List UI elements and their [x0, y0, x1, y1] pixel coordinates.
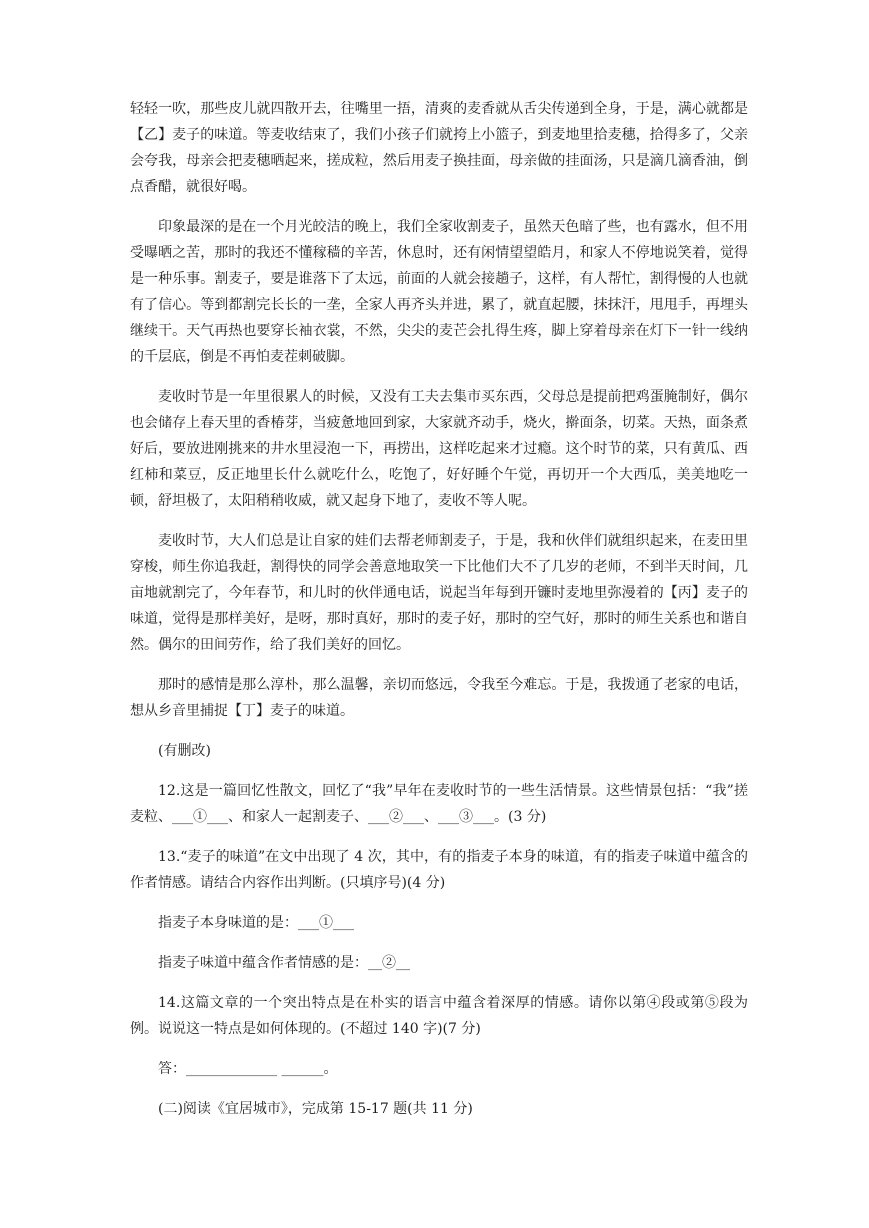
question-13-part-2: 指麦子味道中蕴含作者情感的是：__②__: [158, 955, 410, 971]
section-2-heading: (二)阅读《宜居城市》，完成第 15-17 题(共 11 分): [158, 1101, 473, 1117]
paragraph-2: 印象最深的是在一个月光皎洁的晚上，我们全家收割麦子，虽然天色暗了些，也有露水，但不用受曝晒之苦，那时的我还不懂稼穑的辛苦，休息时，还有闲情望望皓月，和家人不停地说笑着，觉得是一种乐事。割麦子，要是谁落下了太远，前面的人就会接趟子，这样，有人帮忙，割得慢的人也就有了信心。等到都割完长长的一垄，全家人再齐头并进，累了，就直起腰，抹抹汗，甩甩手，再埋头继续干。天气再热也要穿长袖衣裳，不然，尖尖的麦芒会扎得生疼，脚上穿着母亲在灯下一针一线纳的千层底，倒是不再怕麦茬刺破脚。: [130, 219, 748, 365]
answer-line: 答：_____________ ______。: [158, 1061, 338, 1077]
paragraph-1: 轻轻一吹，那些皮儿就四散开去，往嘴里一捂，清爽的麦香就从舌尖传递到全身，于是，满心就都是【乙】麦子的味道。等麦收结束了，我们小孩子们就挎上小篮子，到麦地里拾麦穗，拾得多了，父亲会夸我，母亲会把麦穗晒起来，搓成粒，然后用麦子换挂面，母亲做的挂面汤，只是滴几滴香油，倒点香醋，就很好喝。: [130, 101, 748, 195]
question-14: 14.这篇文章的一个突出特点是在朴实的语言中蕴含着深厚的情感。请你以第④段或第⑤段为例。说说这一特点是如何体现的。(不超过 140 字)(7 分): [130, 995, 748, 1037]
paragraph-5: 那时的感情是那么淳朴，那么温馨，亲切而悠远，令我至今难忘。于是，我拨通了老家的电话，想从乡音里捕捉【丁】麦子的味道。: [130, 677, 748, 719]
question-12: 12.这是一篇回忆性散文，回忆了“我”早年在麦收时节的一些生活情景。这些情景包括：“我”搓麦粒、___①___、和家人一起割麦子、___②___、___③___。(3 分): [130, 783, 748, 825]
document-body: [130, 96, 748, 1122]
question-13: 13.“麦子的味道”在文中出现了 4 次，其中，有的指麦子本身的味道，有的指麦子味道中蕴含的作者情感。请结合内容作出判断。(只填序号)(4 分): [130, 849, 748, 891]
question-13-part-1: 指麦子本身味道的是：___①___: [158, 915, 354, 931]
paragraph-4: 麦收时节，大人们总是让自家的娃们去帮老师割麦子，于是，我和伙伴们就组织起来，在麦田里穿梭，师生你追我赶，割得快的同学会善意地取笑一下比他们大不了几岁的老师，不到半天时间，几亩地就割完了，今年春节，和儿时的伙伴通电话，说起当年每到开镰时麦地里弥漫着的【丙】麦子的味道，觉得是那样美好，是呀，那时真好，那时的麦子好，那时的空气好，那时的师生关系也和谐自然。偶尔的田间劳作，给了我们美好的回忆。: [130, 533, 748, 653]
paragraph-3: 麦收时节是一年里很累人的时候，又没有工夫去集市买东西，父母总是提前把鸡蛋腌制好，偶尔也会储存上春天里的香椿芽，当疲惫地回到家，大家就齐动手，烧火，擀面条，切菜。天热，面条煮好后，要放进刚挑来的井水里浸泡一下，再捞出，这样吃起来才过瘾。这个时节的菜，只有黄瓜、西红柿和菜豆，反正地里长什么就吃什么，吃饱了，好好睡个午觉，再切开一个大西瓜，美美地吃一顿，舒坦极了，太阳稍稍收威，就又起身下地了，麦收不等人呢。: [130, 389, 748, 509]
source-note: (有删改): [158, 743, 211, 759]
